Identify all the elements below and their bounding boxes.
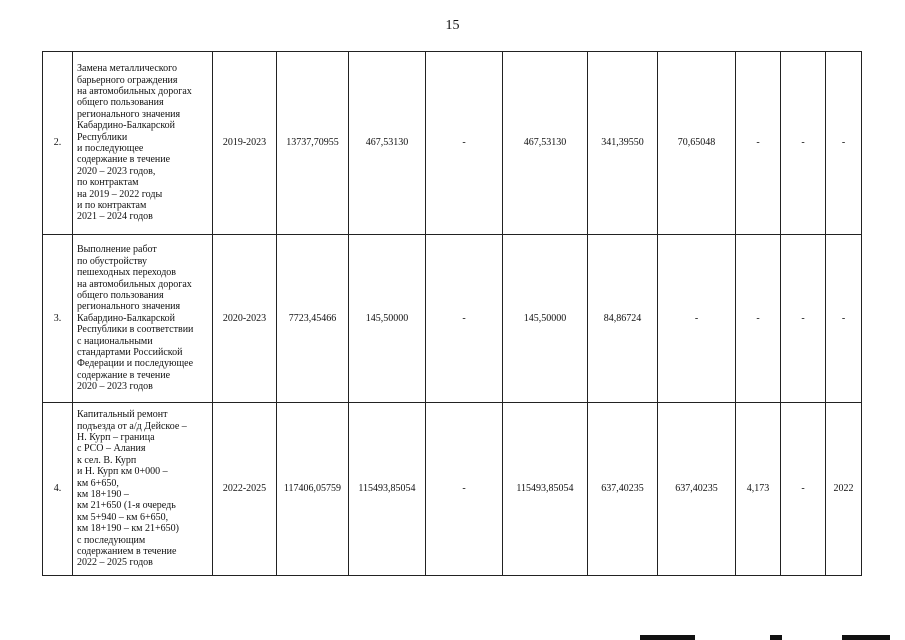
program-table	[42, 51, 862, 576]
row-cell: -	[736, 235, 781, 403]
row-total: 7723,45466	[277, 235, 349, 403]
table-row	[43, 235, 862, 403]
scan-artifact	[770, 635, 782, 640]
row-cell: 115493,85054	[503, 403, 588, 576]
row-cell: 145,50000	[349, 235, 426, 403]
row-cell: 637,40235	[588, 403, 658, 576]
table-row	[43, 403, 862, 576]
row-cell: -	[426, 403, 503, 576]
row-cell: -	[658, 235, 736, 403]
row-cell: -	[826, 235, 862, 403]
row-cell: -	[736, 52, 781, 235]
row-cell: -	[426, 235, 503, 403]
row-cell: -	[781, 52, 826, 235]
scan-artifact	[842, 635, 890, 640]
row-cell: -	[826, 52, 862, 235]
row-cell: 637,40235	[658, 403, 736, 576]
row-total: 13737,70955	[277, 52, 349, 235]
row-cell: -	[781, 235, 826, 403]
row-cell: 84,86724	[588, 235, 658, 403]
row-cell: -	[426, 52, 503, 235]
row-cell: 2022	[826, 403, 862, 576]
row-cell: 467,53130	[503, 52, 588, 235]
row-cell: -	[781, 403, 826, 576]
row-cell: 467,53130	[349, 52, 426, 235]
row-number: 3.	[43, 235, 73, 403]
row-number: 4.	[43, 403, 73, 576]
row-cell: 115493,85054	[349, 403, 426, 576]
row-number: 2.	[43, 52, 73, 235]
row-total: 117406,05759	[277, 403, 349, 576]
row-cell: 145,50000	[503, 235, 588, 403]
row-period: 2022-2025	[213, 403, 277, 576]
row-cell: 4,173	[736, 403, 781, 576]
row-description: Выполнение работ по обустройству пешеходных переходов на автомобильных дорогах общего пользования регионального значения Кабардино-Балкарской Республики в соответствии с национальными стандартами Российской Федерации и последующее содержание в течение 2020 – 2023 годов	[73, 235, 213, 403]
table-row	[43, 52, 862, 235]
row-period: 2020-2023	[213, 235, 277, 403]
row-cell: 341,39550	[588, 52, 658, 235]
row-period: 2019-2023	[213, 52, 277, 235]
page-number: 15	[445, 18, 460, 33]
scan-artifact	[640, 635, 695, 640]
row-description: Капитальный ремонт подъезда от а/д Дейское – Н. Курп – граница с РСО – Алания к сел. В. Курп и Н. Курп км 0+000 – км 6+650, км 18+190 – км 21+650 (1-я очередь км 5+940 – км 6+650, км 18+190 – км 21+650) с последующим содержанием в течение 2022 – 2025 годов	[73, 403, 213, 576]
row-cell: 70,65048	[658, 52, 736, 235]
row-description: Замена металлического барьерного ограждения на автомобильных дорогах общего пользования регионального значения Кабардино-Балкарской Республики и последующее содержание в течение 2020 – 2023 годов, по контрактам на 2019 – 2022 годы и по контрактам 2021 – 2024 годов	[73, 52, 213, 235]
